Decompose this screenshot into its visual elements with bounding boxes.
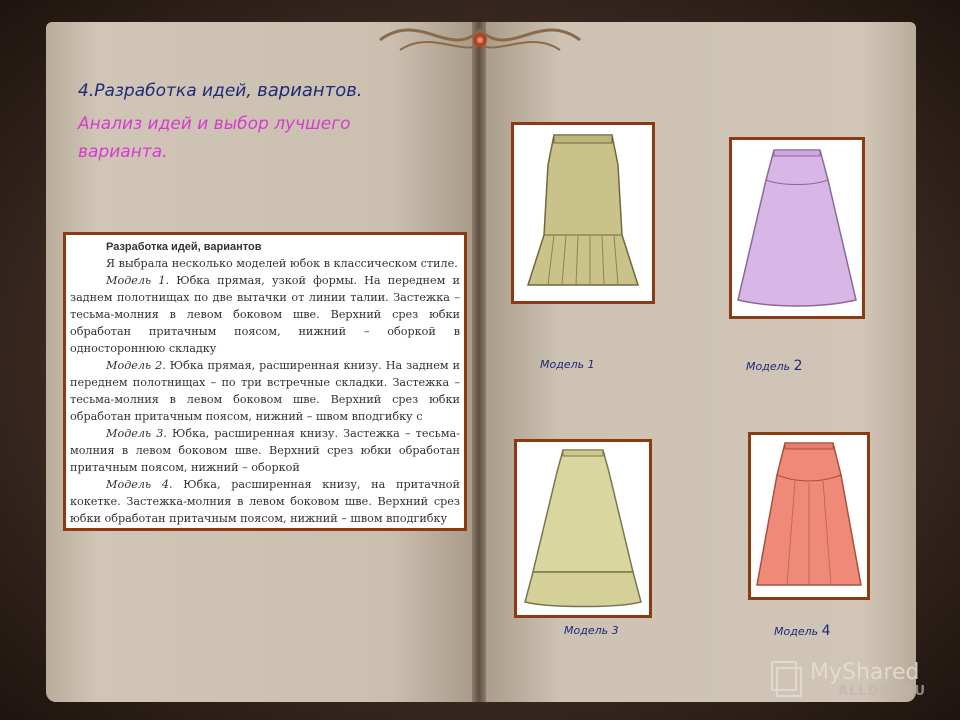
watermark-logo-icon [768,658,804,698]
model-4-caption: Модель 4 [774,623,831,639]
document-scan [63,232,467,531]
model-1-image [511,122,655,304]
skirt-1-icon [514,125,652,301]
document-paragraph: Модель 4. Юбка, расширенная книзу, на притачной кокетке. Застежка-молния в левом боковом шве. Верхний срез юбки обработан притачным поясом, нижний – швом вподгибку [70,478,460,525]
document-paragraph: Я выбрала несколько моделей юбок в классическом стиле. [106,257,458,270]
book-spine [472,22,486,702]
page-subtitle: Анализ идей и выбор лучшего варианта. [78,114,351,162]
watermark-subtext: ALLDAY.RU [838,684,927,699]
page-title [78,80,363,101]
title-prefix: 4.Разработка идей, [78,81,258,101]
ornament-icon [360,0,600,70]
model-1-caption: Модель 1 [540,358,595,371]
model-3-caption: Модель 3 [564,624,619,637]
document-heading: Разработка идей, вариантов [106,241,262,253]
title-suffix: вариантов. [257,80,363,101]
watermark [768,656,938,706]
document-paragraph: Модель 2. Юбка прямая, расширенная книзу. На заднем и переднем полотнищах – по три встречные складки. Застежка – тесьма-молния в левом боковом шве. Верхний срез юбки обработан притачным поясом, нижний – швом вподгибку с [70,359,460,423]
model-2-image [729,137,865,319]
model-3-image [514,439,652,618]
model-4-image [748,432,870,600]
document-paragraph: Модель 3. Юбка, расширенная книзу. Застежка – тесьма-молния в левом боковом шве. Верхний срез юбки обработан притачным поясом, нижний – оборкой [70,427,460,474]
watermark-text: MyShared [810,660,920,685]
skirt-2-icon [732,140,862,316]
skirt-4-icon [751,435,867,597]
skirt-3-icon [517,442,649,615]
model-2-caption: Модель 2 [746,358,803,374]
document-paragraph: Модель 1. Юбка прямая, узкой формы. На переднем и заднем полотнищах по две вытачки от линии талии. Застежка – тесьма-молния в левом боковом шве. Верхний срез юбки обработан притачным поясом, нижний – оборкой в одностороннюю складку [70,274,460,355]
